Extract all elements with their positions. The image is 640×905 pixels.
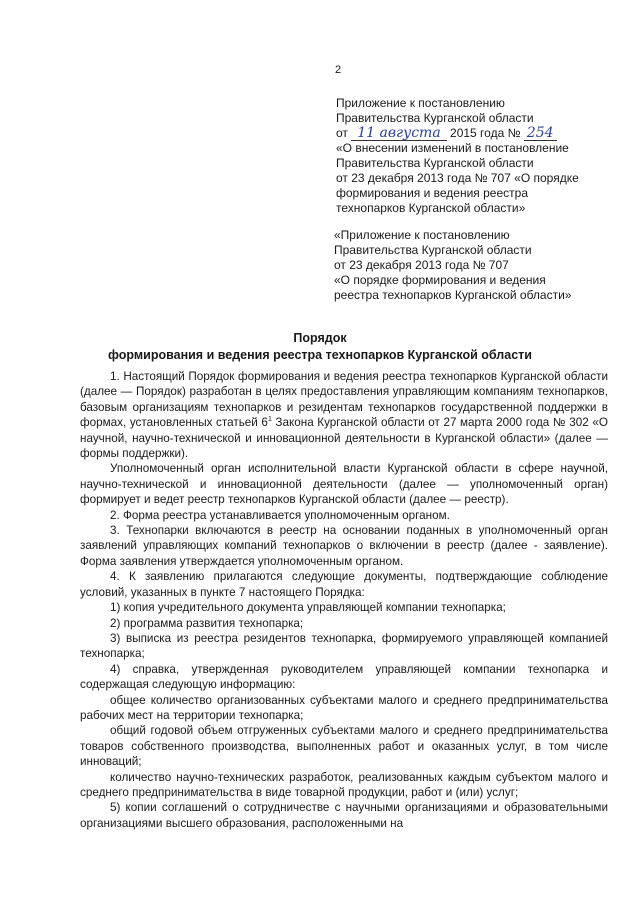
list-item: 2) программа развития технопарка; xyxy=(110,616,304,630)
paragraph: 3. Технопарки включаются в реестр на основании поданных в уполномоченный орган заявлений управляющих компаний технопарков о включении в реестр (далее - заявление). Форма заявления утверждается уполномоченным органом. xyxy=(80,524,608,568)
page-number: 2 xyxy=(335,64,342,76)
sub-item: количество научно-технических разработок, реализованных каждым субъектом малого и среднего предпринимательства в виде товарной продукции, работ и (или) услуг; xyxy=(80,770,608,799)
year-label: 2015 года № xyxy=(450,126,521,140)
date-prefix: от xyxy=(336,126,348,140)
appendix-line: формирования и ведения реестра xyxy=(336,186,528,200)
appendix-header xyxy=(336,96,626,216)
paragraph: 4. К заявлению прилагаются следующие документы, подтверждающие соблюдение условий, указанных в пункте 7 настоящего Порядка: xyxy=(80,570,608,599)
appendix-line: «О внесении изменений в постановление xyxy=(336,141,569,155)
list-item: 3) выписка из реестра резидентов технопарка, формируемого управляющей компанией технопарка; xyxy=(80,631,608,661)
appendix-line: «Приложение к постановлению xyxy=(334,228,510,242)
paragraph: 2. Форма реестра устанавливается уполномоченным органом. xyxy=(110,508,450,522)
sub-item: общий годовой объем отгруженных субъектами малого и среднего предпринимательства товаров собственного производства, выполненных работ и оказанных услуг, в том числе инноваций; xyxy=(80,724,608,769)
appendix-line: Правительства Курганской области xyxy=(334,243,532,257)
appendix-line: реестра технопарков Курганской области» xyxy=(334,288,572,302)
appendix-line: Приложение к постановлению xyxy=(336,96,505,110)
document-title xyxy=(0,330,640,364)
appendix-line: от 23 декабря 2013 года № 707 «О порядке xyxy=(336,171,579,185)
document-body xyxy=(80,369,608,831)
superscript: 1 xyxy=(267,416,272,424)
paragraph-text: 1. Настоящий Порядок формирования и ведения реестра технопарков Курганской области (далее — Порядок) разработан в целях предоставления управляющим компаниям технопарков, базовым организациям технопарков и резидентам технопарков государственной поддержки в формах, установленных статьей 6 xyxy=(80,370,608,430)
original-appendix-header xyxy=(334,228,624,303)
list-item: 4) справка, утвержденная руководителем управляющей компании технопарка и содержащая следующую информацию: xyxy=(80,662,608,692)
title-subtitle: формирования и ведения реестра технопарков Курганской области xyxy=(108,348,532,362)
title-line: Порядок xyxy=(293,331,347,345)
handwritten-number: 254 xyxy=(524,127,557,141)
paragraph xyxy=(80,369,608,461)
appendix-line: Правительства Курганской области xyxy=(336,111,534,125)
list-item: 1) копия учредительного документа управляющей компании технопарка; xyxy=(110,601,506,615)
appendix-line: технопарков Курганской области» xyxy=(336,201,526,215)
handwritten-date: 11 августа xyxy=(351,127,446,141)
appendix-date-line xyxy=(336,126,626,141)
appendix-line: Правительства Курганской области xyxy=(336,156,534,170)
list-item: 5) копии соглашений о сотрудничестве с научными организациями и образовательными организациями высшего образования, расположенными на xyxy=(80,801,608,830)
appendix-line: от 23 декабря 2013 года № 707 xyxy=(334,258,509,272)
paragraph-text: Закона Курганской области от 27 марта 2000 года № 302 «О научной, научно-технической и инновационной деятельности в Курганской области» (далее — формы поддержки). xyxy=(80,416,608,461)
paragraph: Уполномоченный орган исполнительной власти Курганской области в сфере научной, научно-технической и инновационной деятельности (далее — уполномоченный орган) формирует и ведет реестр технопарков Курганской области (далее — реестр). xyxy=(80,462,608,507)
appendix-line: «О порядке формирования и ведения xyxy=(334,273,546,287)
sub-item: общее количество организованных субъектами малого и среднего предпринимательства рабочих мест на территории технопарка; xyxy=(80,693,608,722)
